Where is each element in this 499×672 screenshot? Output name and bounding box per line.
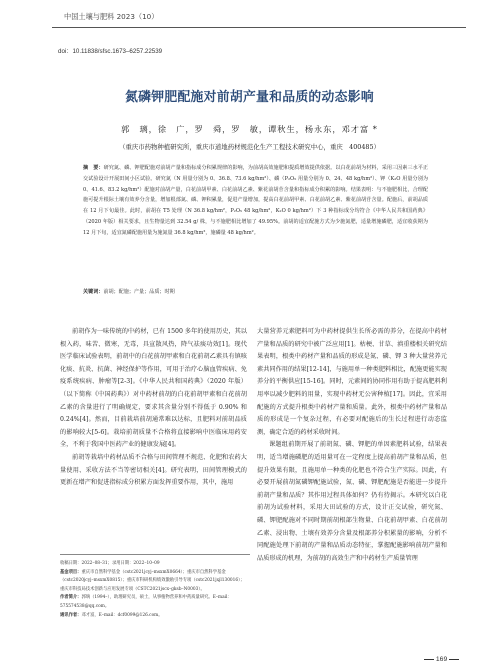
journal-header: 中国土壤与肥料 2023（10） <box>64 12 159 21</box>
fund-info <box>60 569 248 595</box>
fund-label: 基金项目： <box>60 569 82 575</box>
author-label: 作者简介： <box>60 595 82 601</box>
author-text: 郭璃（1994–），助理研究员，硕士，从事植物营养和中药质量研究。E–mail：575574538@qq.com。 <box>60 595 232 609</box>
page-number-text: 169 <box>435 656 448 663</box>
fund-text: 重庆市自然科学基金（cstc2021jcyj–msxmX0664）；重庆市自然科学基金（cstc2020jcyj–msxmX0815）；重庆市科研机构绩效激励引导专项（cstc2021jxjl130016）；重庆市科技局技术创新与应用发展专项（CSTC2021jscx–gksb–N0003）。 <box>60 569 245 592</box>
keywords-text: 前胡；配施；产量；品质；时期 <box>103 289 175 295</box>
received-date: 收稿日期：2022–08–31；录用日期：2022–10–09 <box>60 561 160 566</box>
author-info <box>60 594 248 611</box>
abstract-text: 研究氮、磷、钾肥配施对前胡产量和指标成分积累规律的影响，为前胡高效施肥和提质增效提供依据。以白花前胡为材料，采用三因素三水平正交试验设计开展田间小区试验。研究氮（N 用量分别为 0、36.8、73.6 kg/hm²）、磷（P₂O₅ 用量分别为 0、24、48 kg/hm²）、钾（K₂O 用量分别为 0、41.6、83.2 kg/hm²）配施对前胡产量，白花前胡甲素、白花前胡乙素、紫花前胡苷含量和指标成分积累的影响。结果表明：与不施肥相比，合理配施可提升根际土壤有效养分含量，增加根部氮、磷、钾积累量，促进产量增加，提高白花前胡甲素、白花前胡乙素、紫花前胡苷含量。配施后，前胡品质在 12 月下旬最佳。此时，前胡在 T5 处理（N 36.8 kg/hm²，P₂O₅ 48 kg/hm²，K₂O 0 kg/hm²）下 3 种指标成分均符合《中华人民共和国药典》（2020 年版）相关要求，且生物量达到 32.54 g/ 株，与不施肥相比增加了 49.95%。前胡的适宜配施方式为少施氮肥，适量增施磷肥，适宜收获期为 12 月下旬，适宜氮磷配施用量为施氮量 36.8 kg/hm²，施磷量 48 kg/hm²。 <box>83 165 428 236</box>
footnote <box>60 560 248 620</box>
corr-label: 通讯作者： <box>60 612 82 618</box>
abstract-label: 摘 要： <box>83 165 104 171</box>
authors: 郭 璃，徐 广，罗 舜，罗 敏，谭秋生，杨永东，邓才富 * <box>121 124 378 134</box>
header-rule <box>52 27 466 28</box>
body-column-left <box>60 326 247 490</box>
body-paragraph: 前胡作为一味传统的中药材，已有 1500 多年的使用历史，其以根入药，味苦、微寒，无毒，具宣散风热，降气祛痰功效[1]。现代医学临床试验表明，前胡中的白花前胡甲素和白花前胡乙素具有镇咳化痰、抗炎、抗菌、神经保护等作用，可用于治疗心脑血管疾病、免疫系统疾病、肿瘤等[2-3]。《中华人民共和国药典》（2020 年版）（以下简称《中国药典》）对中药材前胡的白花前胡甲素和白花前胡乙素的含量进行了明确规定，要求其含量分别不得低于 0.90% 和 0.24%[4]。然而，目前栽培前胡通常难以达标，且肥料对前胡品质的影响较大[5-6]。栽培前胡质量不合格将直接影响中医临床用药安全，不利于我国中医药产业的健康发展[4]。 <box>60 328 247 449</box>
corr-text: 邓才富，E–mail：dcf0099@126.com。 <box>81 612 163 618</box>
page-dash-right <box>449 659 459 660</box>
body-paragraph: 大量营养元素肥料可为中药材提供生长所必需的养分，在提高中药材产量和品质的研究中被广泛应用[1]。枯梗、甘草、滇重楼相关研究结果表明，根类中药材产量和品质的形成是氮、磷、钾 3 种大量营养元素共同作用的结果[12-14]，与施用单一种类肥料相比，配施更能实现养分的平衡供应[15-16]。同时，元素间的协同作用有助于提高肥料利用率以减少肥料的用量，实现中药材无公害种植[17]。因此，宜采用配施的方式提升根类中药材产量和质量。此外，根类中药材产量和品质的形成是一个复杂过程，有必要对配施后的生长过程进行动态监测，确定合适的药材采收时间。 <box>257 328 447 436</box>
affiliation: （重庆市药物种植研究所，重庆市道地药材规范化生产工程技术研究中心，重庆 400485） <box>119 143 380 151</box>
body-paragraph: 前胡等栽培中药材品质不合格与田间管理不规范、化肥和农药大量使用、采收方法不当等密切相关[4]。研究表明，田间管理模式的更新在增产和促进指标成分积累方面发挥重要作用，其中，施用 <box>60 453 247 487</box>
abstract <box>83 163 428 239</box>
article-title: 氮磷钾肥配施对前胡产量和品质的动态影响 <box>125 90 374 105</box>
page-dash-left <box>424 659 434 660</box>
body-paragraph: 课题组前期开展了前胡氮、磷、钾肥的单因素肥料试验，结果表明，适当增施磷肥的适用量可在一定程度上提高前胡产量和品质，但提升效果有限，且施用单一种类的化肥也不符合生产实际。因此，有必要开展前胡氮磷钾配施试验，氮、磷、钾肥配施是否能进一步提升前胡产量和品质？其作用过程具体如何？仍有待揭示。本研究以白花前胡为试验材料，采用大田试验的方式，设计正交试验，研究氮、磷、钾肥配施对不同时期前胡根部生物量、白花前胡甲素、白花前胡乙素、浸出物、土壤有效养分含量及根部养分积累量的影响，分析不同配施处理下前胡的产量和品质动态特征，掌握配施影响前胡产量和品质形成的机理，为前胡的高效生产和中药材生产质量管理 <box>257 441 447 562</box>
body-column-right <box>257 326 447 565</box>
page-number <box>424 656 459 663</box>
keywords-label: 关键词： <box>83 289 104 295</box>
corresponding-info <box>60 612 248 621</box>
doi[interactable]: doi：10.11838/sfsc.1673–6257.22539 <box>58 48 163 55</box>
keywords <box>83 288 428 295</box>
footnote-rule <box>60 554 250 555</box>
